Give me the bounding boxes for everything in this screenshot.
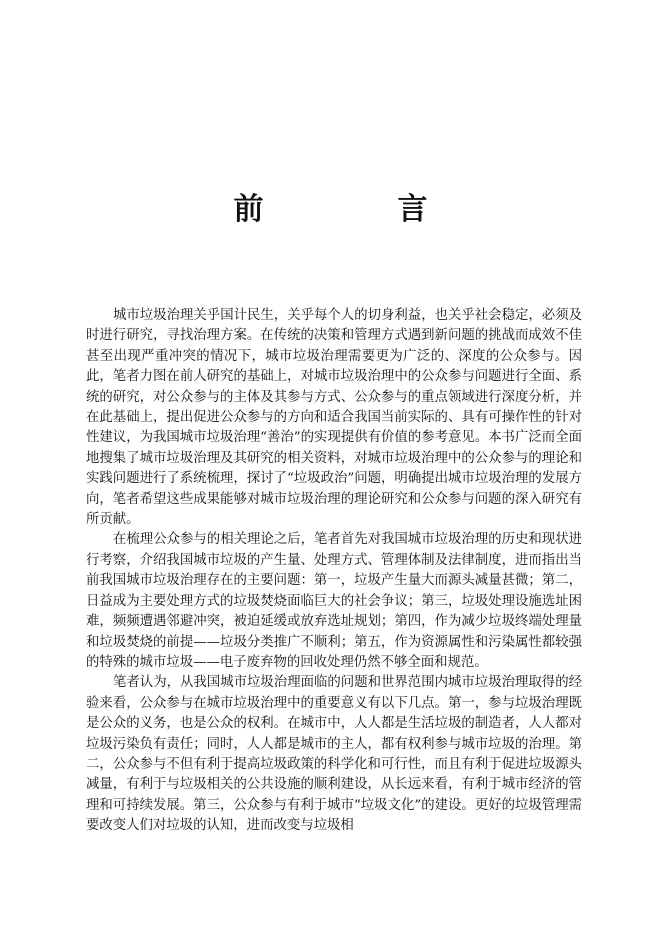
paragraph-3: 笔者认为，从我国城市垃圾治理面临的问题和世界范围内城市垃圾治理取得的经验来看，公众参与在城市垃圾治理中的重要意义有以下几点。第一，参与垃圾治理既是公众的义务，也是公众的权利。在城市中，人人都是生活垃圾的制造者，人人都对垃圾污染负有责任；同时，人人都是城市的主人，都有权利参与城市垃圾的治理。第二，公众参与不但有利于提高垃圾政策的科学化和可行性，而且有利于促进垃圾源头减量，有利于与垃圾相关的公共设施的顺利建设，从长远来看，有利于城市经济的管理和可持续发展。第三，公众参与有利于城市“垃圾文化”的建设。更好的垃圾管理需要改变人们对垃圾的认知，进而改变与垃圾相 bbox=[86, 675, 582, 834]
body-text bbox=[86, 306, 582, 837]
paragraph-2: 在梳理公众参与的相关理论之后，笔者首先对我国城市垃圾治理的历史和现状进行考察，介绍我国城市垃圾的产生量、处理方式、管理体制及法律制度，进而指出当前我国城市垃圾治理存在的主要问题：第一，垃圾产生量大而源头减量甚微；第二，日益成为主要处理方式的垃圾焚烧面临巨大的社会争议；第三，垃圾处理设施选址困难，频频遭遇邻避冲突，被迫延缓或放弃选址规划；第四，作为减少垃圾终端处理量和垃圾焚烧的前提——垃圾分类推广不顺利；第五，作为资源属性和污染属性都较强的特殊的城市垃圾——电子废弃物的回收处理仍然不够全面和规范。 bbox=[86, 532, 582, 670]
page-title: 前 言 bbox=[233, 192, 480, 227]
paragraph-1: 城市垃圾治理关乎国计民生，关乎每个人的切身利益，也关乎社会稳定，必须及时进行研究，寻找治理方案。在传统的决策和管理方式遇到新问题的挑战而成效不佳甚至出现严重冲突的情况下，城市垃圾治理需要更为广泛的、深度的公众参与。因此，笔者力图在前人研究的基础上，对城市垃圾治理中的公众参与问题进行全面、系统的研究，对公众参与的主体及其参与方式、公众参与的重点领域进行深度分析，并在此基础上，提出促进公众参与的方向和适合我国当前实际的、具有可操作性的针对性建议，为我国城市垃圾治理“善治”的实现提供有价值的参考意见。本书广泛而全面地搜集了城市垃圾治理及其研究的相关资料，对城市垃圾治理中的公众参与的理论和实践问题进行了系统梳理，探讨了“垃圾政治”问题，明确提出城市垃圾治理的发展方向，笔者希望这些成果能够对城市垃圾治理的理论研究和公众参与问题的深入研究有所贡献。 bbox=[86, 308, 582, 528]
